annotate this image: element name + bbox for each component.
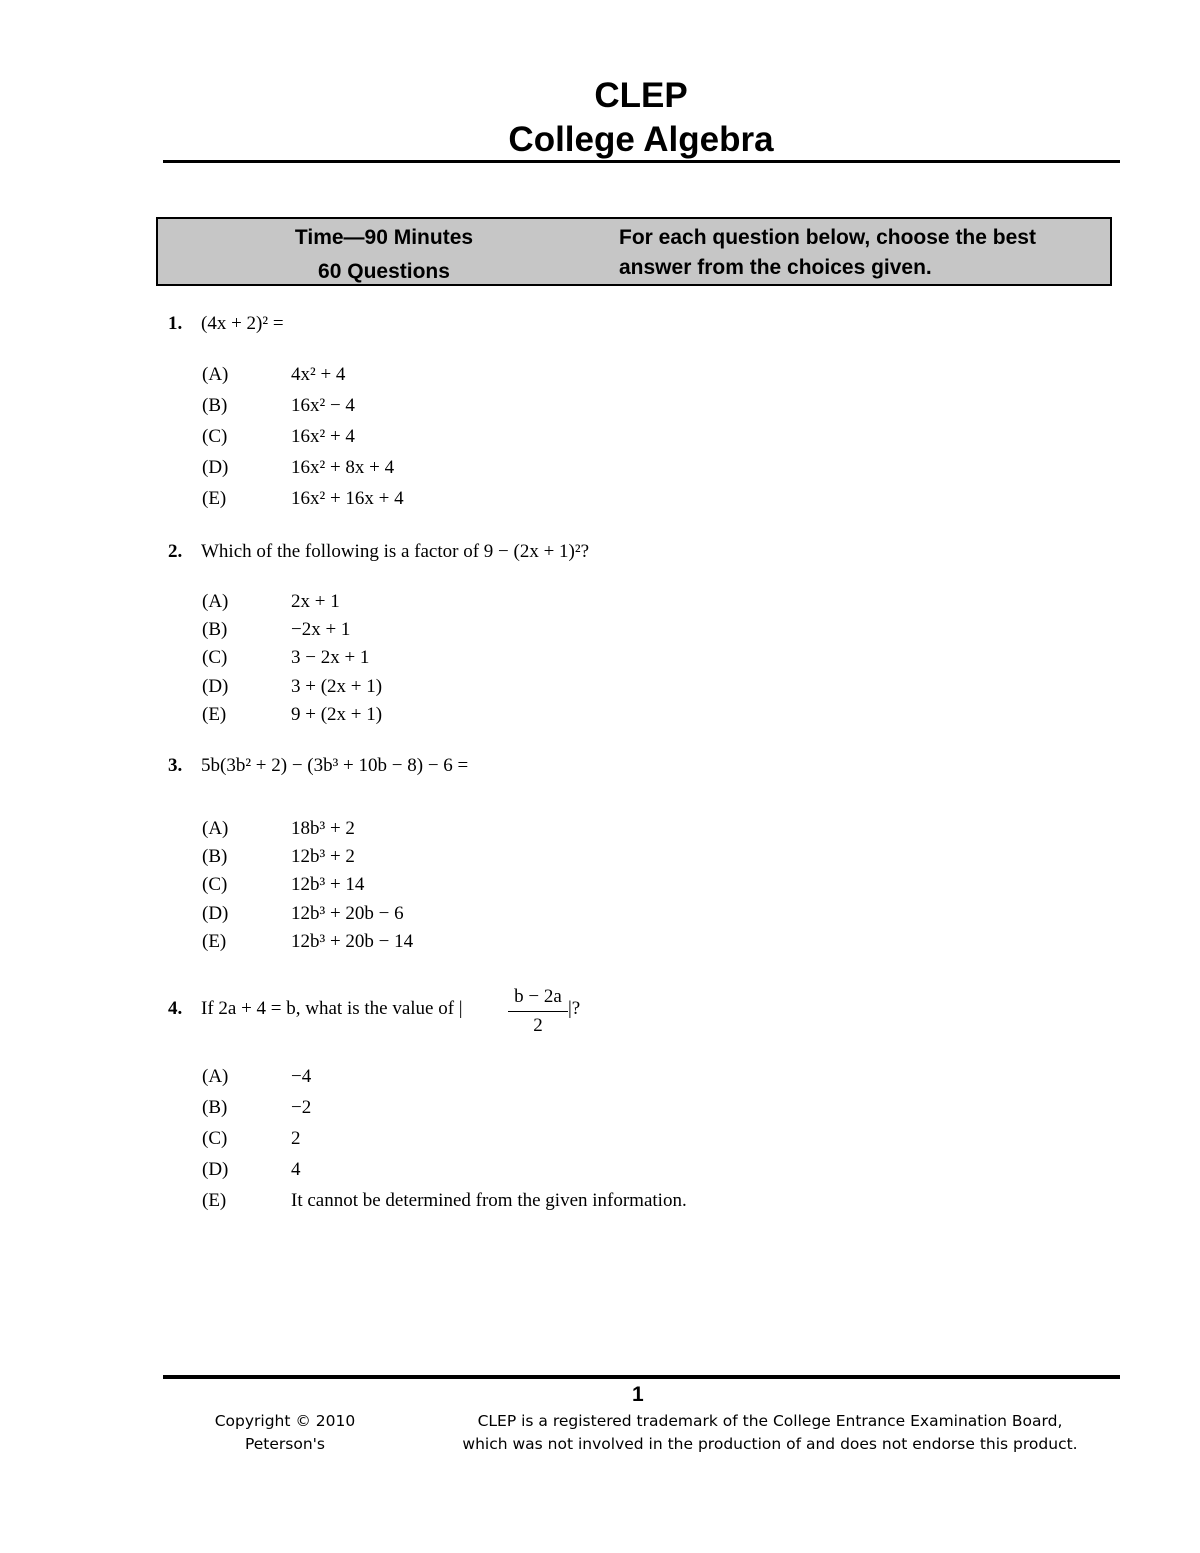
option-text: 18b³ + 2 (291, 818, 355, 839)
time-and-count (238, 221, 530, 289)
instructions (619, 223, 1036, 283)
option-letter: (B) (202, 1097, 228, 1118)
option-letter: (E) (202, 931, 227, 952)
option-text: 12b³ + 2 (291, 846, 355, 867)
option-letter: (D) (202, 1159, 229, 1180)
option-letter: (C) (202, 426, 228, 447)
option-letter: (E) (202, 488, 227, 509)
option-text: 3 + (2x + 1) (291, 676, 383, 697)
question-number: 2. (168, 541, 183, 562)
option-letter: (C) (202, 1128, 228, 1149)
question-number: 3. (168, 755, 183, 776)
fraction-denominator: 2 (533, 1015, 543, 1036)
question-count: 60 Questions (318, 260, 450, 283)
title-college-algebra: College Algebra (508, 120, 774, 159)
option-letter: (D) (202, 903, 229, 924)
title-clep: CLEP (594, 76, 688, 115)
option-text: 2x + 1 (291, 591, 340, 612)
option-text: 3 − 2x + 1 (291, 647, 370, 668)
question-text-tail: |? (568, 998, 581, 1019)
fraction-numerator: b − 2a (514, 986, 562, 1007)
trademark-line-2: which was not involved in the production of and does not endorse this product. (462, 1435, 1078, 1453)
option-letter: (A) (202, 1066, 229, 1087)
option-letter: (D) (202, 457, 229, 478)
page-number: 1 (632, 1383, 644, 1406)
question-text: (4x + 2)² = (201, 313, 284, 334)
footer-divider (163, 1375, 1120, 1379)
option-letter: (E) (202, 704, 227, 725)
header-divider (163, 160, 1120, 163)
option-letter: (C) (202, 647, 228, 668)
trademark-line-1: CLEP is a registered trademark of the College Entrance Examination Board, (477, 1412, 1063, 1430)
option-letter: (A) (202, 364, 229, 385)
question-text: If 2a + 4 = b, what is the value of | (201, 998, 463, 1019)
option-letter: (A) (202, 818, 229, 839)
option-text: 2 (291, 1128, 301, 1149)
option-text: 16x² + 8x + 4 (291, 457, 395, 478)
question-text: Which of the following is a factor of 9 − (2x + 1)²? (201, 541, 590, 562)
option-text: 12b³ + 14 (291, 874, 365, 895)
option-text: 16x² − 4 (291, 395, 355, 416)
option-text: 4x² + 4 (291, 364, 346, 385)
option-text: 16x² + 16x + 4 (291, 488, 404, 509)
option-text: 9 + (2x + 1) (291, 704, 383, 725)
instructions-line-1: For each question below, choose the best (619, 226, 1036, 249)
option-text: −2x + 1 (291, 619, 351, 640)
copyright-line-2: Peterson's (244, 1435, 326, 1453)
option-text: It cannot be determined from the given information. (291, 1190, 687, 1211)
fraction-bar (508, 1011, 568, 1012)
option-letter: (E) (202, 1190, 227, 1211)
option-letter: (B) (202, 846, 228, 867)
copyright-line-1: Copyright © 2010 (214, 1412, 356, 1430)
option-letter: (C) (202, 874, 228, 895)
instructions-line-2: answer from the choices given. (619, 256, 932, 279)
option-letter: (D) (202, 676, 229, 697)
question-number: 4. (168, 998, 183, 1019)
option-text: −4 (291, 1066, 312, 1087)
time-limit: Time—90 Minutes (294, 226, 474, 249)
question-text: 5b(3b² + 2) − (3b³ + 10b − 8) − 6 = (201, 755, 469, 776)
option-letter: (B) (202, 619, 228, 640)
option-letter: (A) (202, 591, 229, 612)
exam-info-box (156, 217, 1112, 286)
option-text: 16x² + 4 (291, 426, 355, 447)
option-letter: (B) (202, 395, 228, 416)
copyright-notice (195, 1410, 375, 1456)
question-number: 1. (168, 313, 183, 334)
trademark-notice (420, 1410, 1120, 1456)
option-text: 12b³ + 20b − 14 (291, 931, 414, 952)
fraction (508, 985, 568, 1038)
option-text: −2 (291, 1097, 312, 1118)
option-text: 12b³ + 20b − 6 (291, 903, 404, 924)
option-text: 4 (291, 1159, 301, 1180)
